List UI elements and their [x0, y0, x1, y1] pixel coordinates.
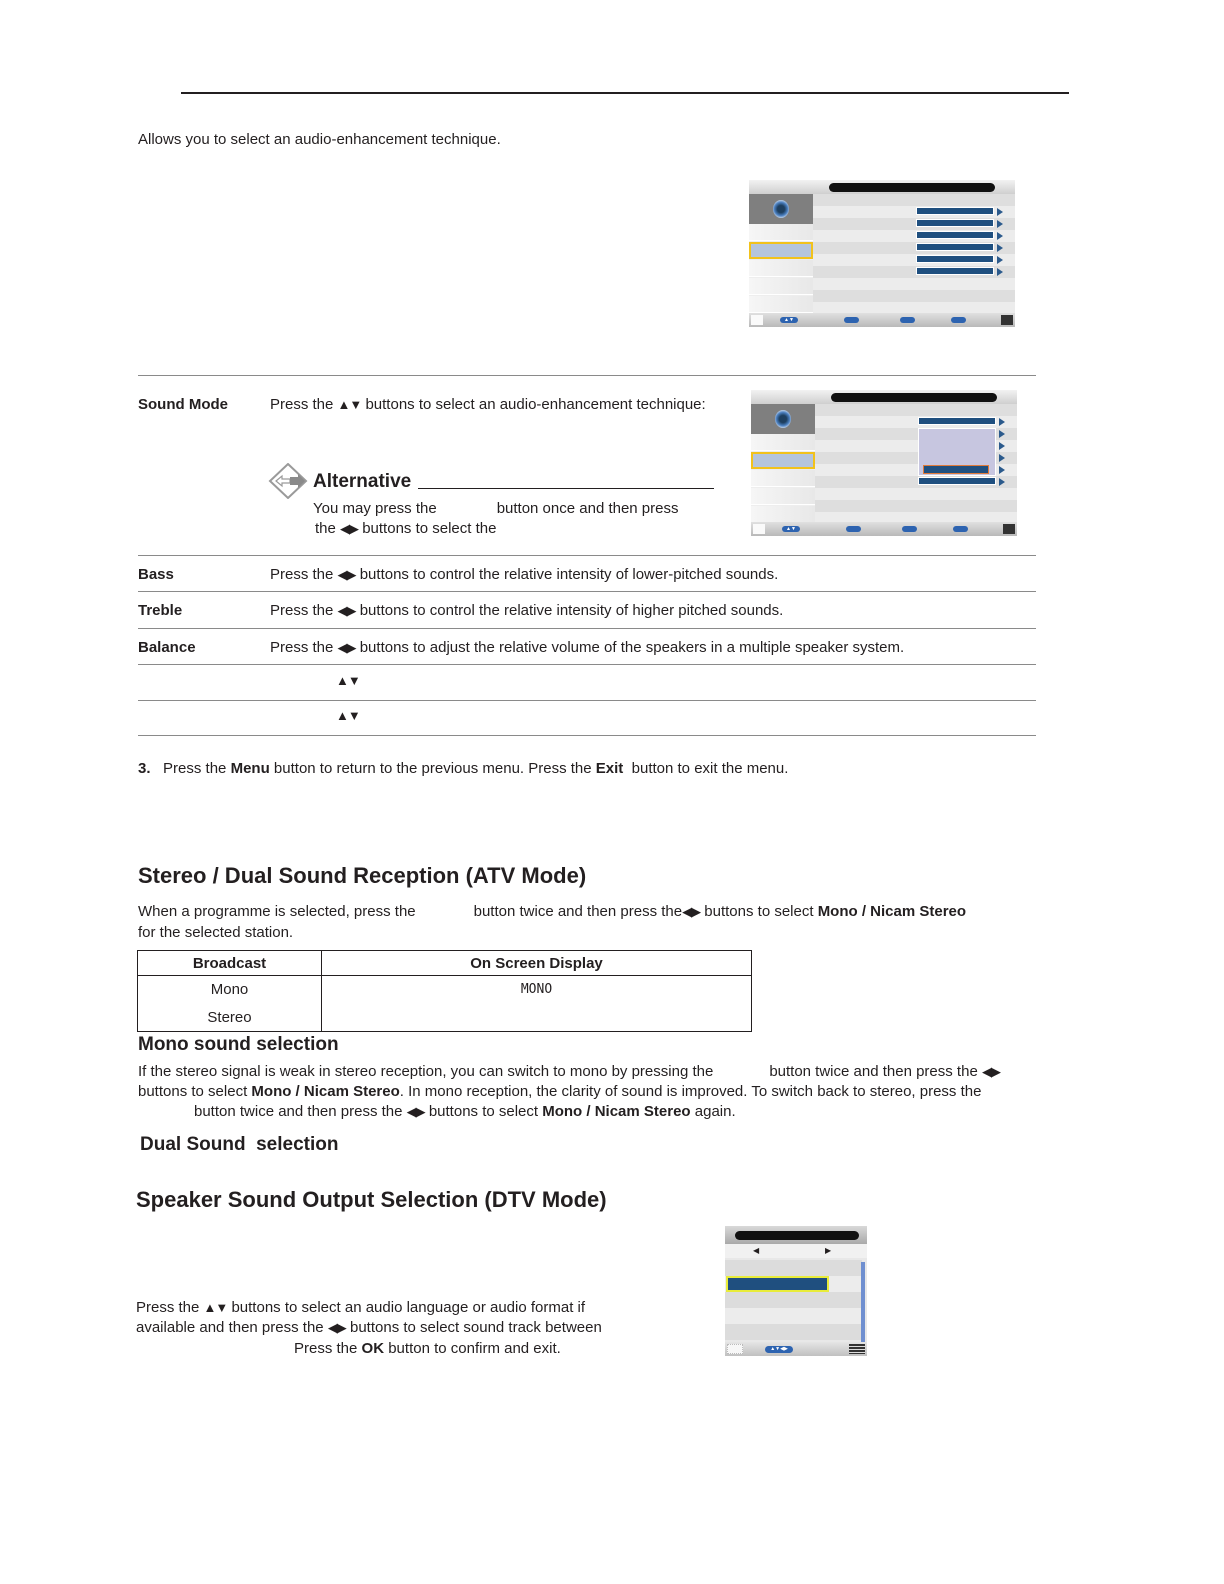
mono-heading: Mono sound selection — [138, 1034, 339, 1055]
label-sound-mode: Sound Mode — [138, 396, 228, 413]
para-text: again. — [694, 1103, 736, 1120]
dual-sound-heading: Dual Sound selection — [140, 1134, 339, 1155]
left-right-arrows-icon: ◀▶ — [337, 640, 356, 655]
table-rule — [138, 700, 1036, 701]
menu-corner-left — [727, 1344, 743, 1354]
alt-text: the — [315, 520, 336, 537]
menu-row — [815, 488, 1017, 500]
menu-row — [813, 194, 1015, 206]
menu-value-bar — [916, 255, 994, 263]
para-text: Press the — [136, 1299, 200, 1316]
up-down-arrows-icon: ▲▼ — [336, 673, 360, 688]
sound-menu-screenshot — [749, 180, 1015, 327]
sidebar-item — [751, 488, 815, 505]
desc-treble — [270, 602, 783, 619]
table-rule — [138, 628, 1036, 629]
left-right-arrows-icon: ◀▶ — [327, 1320, 346, 1335]
nav-updown-pill: ▲▼ — [782, 526, 800, 532]
cell-osd: MONO — [322, 976, 752, 1004]
right-arrow-icon — [997, 256, 1003, 264]
sidebar-item-selected — [749, 242, 813, 259]
menu-button-ref: Menu — [230, 760, 270, 777]
desc-text: Press the — [270, 602, 334, 619]
menu-value-bar — [918, 477, 996, 485]
nav-arrows-pill: ▲▼◀▶ — [765, 1346, 793, 1353]
scrollbar — [861, 1262, 865, 1342]
para-text: buttons to select sound track between — [349, 1319, 602, 1336]
desc-balance — [270, 639, 904, 656]
menu-bottom-bar — [725, 1342, 867, 1356]
stereo-paragraph-line-2: for the selected station. — [138, 924, 294, 941]
menu-row — [815, 404, 1017, 416]
desc-sound-mode — [270, 396, 706, 413]
speaker-line-3 — [294, 1339, 561, 1359]
para-text: button to confirm and exit. — [388, 1340, 561, 1357]
right-arrow-icon: ▶ — [825, 1246, 832, 1255]
speaker-icon — [773, 200, 789, 218]
menu-row — [725, 1308, 862, 1324]
desc-text: buttons to control the relative intensity of higher pitched sounds. — [359, 602, 784, 619]
right-arrow-icon — [999, 454, 1005, 462]
selected-audio-track — [726, 1276, 829, 1292]
para-text: . In mono reception, the clarity of sound is improved. To switch back to stereo, press the — [399, 1083, 982, 1100]
table-rule — [138, 664, 1036, 665]
alternative-title: Alternative — [313, 471, 412, 492]
menu-row — [725, 1324, 862, 1340]
table-rule — [138, 735, 1036, 736]
menu-bottom-bar — [749, 313, 1015, 327]
broadcast-table — [137, 950, 752, 1032]
menu-row — [813, 290, 1015, 302]
intro-text: Allows you to select an audio-enhancement technique. — [138, 131, 501, 148]
sidebar-item — [751, 506, 815, 523]
menu-value-bar — [916, 243, 994, 251]
stereo-heading: Stereo / Dual Sound Reception (ATV Mode) — [138, 863, 587, 888]
para-text: Press the — [294, 1340, 358, 1357]
desc-text: Press the — [270, 639, 334, 656]
step-3 — [138, 760, 788, 777]
menu-top-bar — [749, 180, 1015, 194]
table-rule — [138, 375, 1036, 376]
step-number: 3. — [138, 760, 151, 777]
label-treble: Treble — [138, 602, 183, 619]
mono-nicam-stereo-ref: Mono / Nicam Stereo — [817, 903, 967, 920]
menu-top-bar — [725, 1226, 867, 1244]
right-arrow-icon — [999, 430, 1005, 438]
mono-nicam-stereo-ref: Mono / Nicam Stereo — [542, 1103, 691, 1120]
label-bass: Bass — [138, 566, 174, 583]
speaker-heading: Speaker Sound Output Selection (DTV Mode) — [136, 1187, 607, 1212]
alt-text: buttons to select the — [362, 520, 497, 537]
right-arrow-icon — [999, 478, 1005, 486]
mono-line-1 — [138, 1062, 1068, 1082]
up-down-arrows-icon: ▲▼ — [203, 1300, 228, 1315]
menu-sidebar — [749, 194, 813, 314]
stereo-paragraph-line-1 — [138, 902, 966, 922]
left-right-arrows-icon: ◀▶ — [337, 603, 356, 618]
alternative-line-2 — [315, 520, 496, 537]
para-text: buttons to select — [138, 1083, 248, 1100]
menu-sidebar-header — [749, 194, 813, 224]
left-right-arrows-icon: ◀▶ — [682, 904, 701, 919]
left-right-arrows-icon: ◀▶ — [337, 567, 356, 582]
menu-row — [725, 1260, 862, 1276]
up-down-arrows-icon: ▲▼ — [337, 397, 362, 412]
right-arrow-icon — [997, 232, 1003, 240]
table-header-row — [138, 951, 752, 976]
menu-button-pill — [953, 526, 968, 532]
para-text: button twice and then press the — [769, 1063, 978, 1080]
menu-button-pill — [951, 317, 966, 323]
desc-text: buttons to control the relative intensity of lower-pitched sounds. — [359, 566, 779, 583]
menu-row — [815, 500, 1017, 512]
cell-broadcast: Mono — [138, 976, 322, 1004]
menu-row — [725, 1292, 862, 1308]
sidebar-item — [749, 224, 813, 241]
right-arrow-icon — [999, 418, 1005, 426]
sidebar-item — [751, 470, 815, 487]
menu-nav-row — [725, 1244, 867, 1258]
sidebar-item — [749, 296, 813, 313]
menu-sidebar — [751, 404, 815, 524]
para-text: buttons to select an audio language or audio format if — [231, 1299, 586, 1316]
menu-button-pill — [846, 526, 861, 532]
mono-nicam-stereo-ref: Mono / Nicam Stereo — [251, 1083, 400, 1100]
nav-updown-pill: ▲▼ — [780, 317, 798, 323]
left-arrow-icon: ◀ — [753, 1246, 760, 1255]
sidebar-item — [749, 260, 813, 277]
para-text: button twice and then press the — [194, 1103, 403, 1120]
menu-corner-right — [849, 1344, 865, 1354]
table-rule — [138, 591, 1036, 592]
cell-broadcast: Stereo — [138, 1004, 322, 1032]
sidebar-item-selected — [751, 452, 815, 469]
cell-osd — [322, 1004, 752, 1032]
menu-corner-left — [753, 524, 765, 534]
right-arrow-icon — [997, 208, 1003, 216]
desc-text: buttons to adjust the relative volume of the speakers in a multiple speaker system. — [359, 639, 905, 656]
menu-value-bar — [916, 207, 994, 215]
sidebar-item — [751, 434, 815, 451]
menu-button-pill — [844, 317, 859, 323]
menu-title-bar — [831, 393, 997, 402]
para-text: When a programme is selected, press the — [138, 903, 416, 920]
right-arrow-icon — [999, 466, 1005, 474]
menu-bottom-bar — [751, 522, 1017, 536]
menu-row — [813, 278, 1015, 290]
left-right-arrows-icon: ◀▶ — [981, 1064, 1000, 1079]
step-text: button to exit the menu. — [631, 760, 789, 777]
para-text: If the stereo signal is weak in stereo reception, you can switch to mono by pressing the — [138, 1063, 714, 1080]
desc-text: Press the — [270, 396, 334, 413]
para-text: buttons to select — [704, 903, 814, 920]
right-arrow-icon — [997, 220, 1003, 228]
menu-corner-left — [751, 315, 763, 325]
menu-title-bar — [735, 1231, 859, 1240]
sound-mode-dropdown — [918, 428, 996, 476]
desc-bass — [270, 566, 778, 583]
speaker-icon — [775, 410, 791, 428]
exit-button-ref: Exit — [595, 760, 624, 777]
left-right-arrows-icon: ◀▶ — [406, 1104, 425, 1119]
dropdown-selected-option — [923, 465, 989, 474]
mono-line-3 — [194, 1102, 736, 1122]
para-text: buttons to select — [428, 1103, 539, 1120]
menu-button-pill — [900, 317, 915, 323]
menu-corner-right — [1003, 524, 1015, 534]
header-on-screen-display: On Screen Display — [322, 951, 752, 976]
menu-title-bar — [829, 183, 995, 192]
header-rule — [181, 92, 1069, 94]
label-balance: Balance — [138, 639, 196, 656]
mono-line-2 — [138, 1082, 981, 1102]
desc-text: Press the — [270, 566, 334, 583]
para-text: available and then press the — [136, 1319, 324, 1336]
header-broadcast: Broadcast — [138, 951, 322, 976]
menu-value-bar — [916, 231, 994, 239]
menu-sidebar-header — [751, 404, 815, 434]
ok-button-ref: OK — [361, 1340, 385, 1357]
audio-track-menu-screenshot — [725, 1226, 867, 1356]
speaker-line-1 — [136, 1298, 585, 1318]
right-arrow-icon — [999, 442, 1005, 450]
up-down-arrows-icon: ▲▼ — [336, 708, 360, 723]
alternative-icon — [268, 463, 308, 499]
menu-button-pill — [902, 526, 917, 532]
menu-value-bar — [916, 267, 994, 275]
menu-top-bar — [751, 390, 1017, 404]
menu-value-bar — [918, 417, 996, 425]
step-text: button to return to the previous menu. Press the — [273, 760, 592, 777]
table-row — [138, 1004, 752, 1032]
step-text: Press the — [163, 760, 227, 777]
right-arrow-icon — [997, 268, 1003, 276]
sound-mode-menu-screenshot — [751, 390, 1017, 536]
menu-value-bar — [916, 219, 994, 227]
speaker-line-2 — [136, 1318, 602, 1338]
left-right-arrows-icon: ◀▶ — [340, 521, 359, 536]
alternative-line-1 — [313, 500, 679, 517]
sidebar-item — [749, 278, 813, 295]
table-row — [138, 976, 752, 1004]
alt-text: You may press the — [313, 500, 437, 517]
right-arrow-icon — [997, 244, 1003, 252]
desc-text: buttons to select an audio-enhancement technique: — [365, 396, 706, 413]
table-rule — [138, 555, 1036, 556]
menu-corner-right — [1001, 315, 1013, 325]
alt-text: button once and then press — [496, 500, 679, 517]
alternative-rule — [418, 488, 714, 489]
para-text: button twice and then press the — [473, 903, 683, 920]
